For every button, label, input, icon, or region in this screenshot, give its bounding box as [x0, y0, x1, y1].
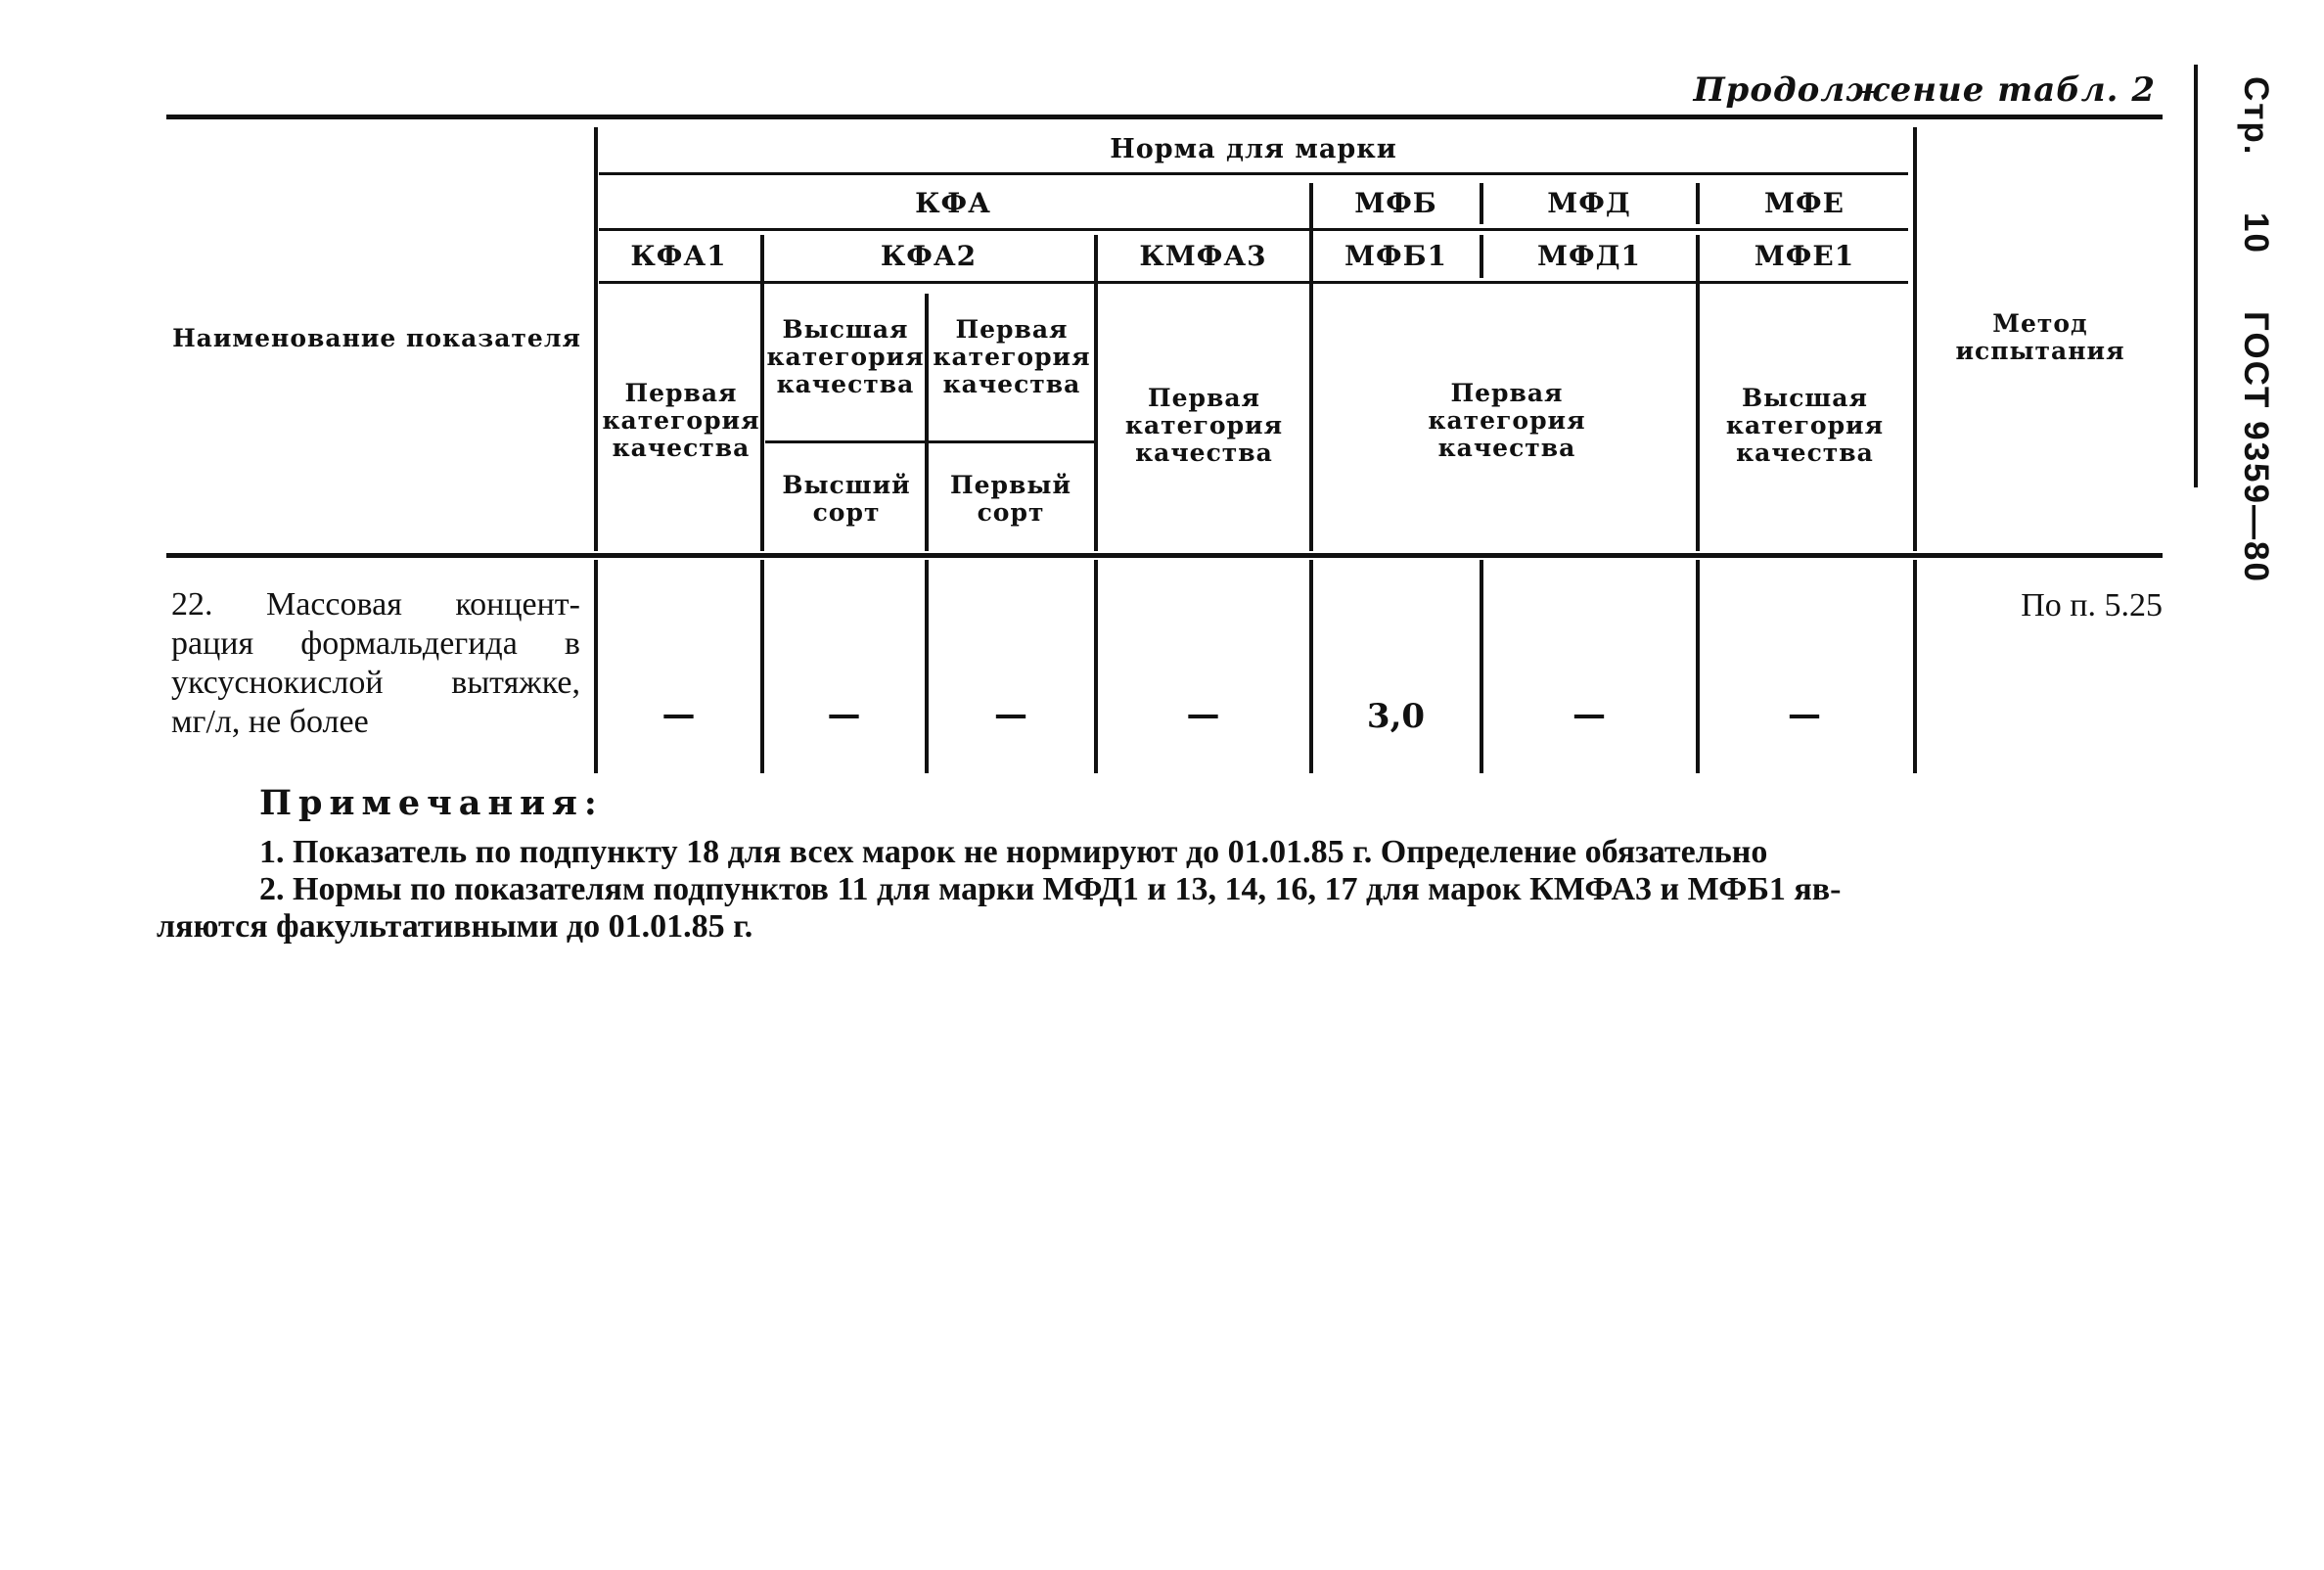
side-margin-rule [2194, 65, 2198, 487]
value-kfa2-first: — [994, 695, 1027, 734]
header-bottom-rule [166, 553, 2163, 558]
category-mfb-mfd: Первая категория качества [1428, 379, 1586, 462]
note-2-continued: ляются факультативными до 01.01.85 г. [157, 908, 753, 945]
side-page-header [2236, 76, 2275, 628]
category-kfa2-first: Первая категория качества [933, 315, 1091, 398]
row-22-name-line: мг/л, не более [171, 704, 369, 740]
value-kfa1: — [661, 695, 696, 734]
standard-number: ГОСТ 9359—80 [2237, 310, 2275, 583]
body-rule-8 [1913, 560, 1917, 773]
notes-title: Примечания: [259, 783, 604, 823]
value-kmfa3: — [1186, 695, 1220, 734]
row-22-name [171, 585, 580, 742]
grade-kfa2-first: Первый сорт [950, 471, 1071, 527]
note-2: 2. Нормы по показателям подпунктов 11 для марки МФД1 и 13, 14, 16, 17 для марок КМФА3 и МФБ1 яв- [259, 871, 1842, 907]
row-22-name-line: уксуснокислой вытяжке, [171, 665, 580, 701]
group-mfb: МФБ [1354, 186, 1437, 219]
category-kfa2-high: Высшая категория качества [766, 315, 925, 398]
rule-under-brands [599, 281, 1908, 284]
brand-mfe1: МФЕ1 [1754, 239, 1855, 272]
col-rule-6a [1480, 183, 1483, 224]
table-top-rule [166, 115, 2163, 119]
header-method: Метод испытания [1955, 309, 2125, 365]
brand-mfb1: МФБ1 [1344, 239, 1447, 272]
body-rule-4 [1094, 560, 1098, 773]
value-mfb1: 3,0 [1366, 697, 1426, 736]
col-rule-4 [1094, 235, 1098, 551]
body-rule-5 [1309, 560, 1313, 773]
body-rule-3 [925, 560, 929, 773]
body-rule-2 [760, 560, 764, 773]
value-mfe1: — [1788, 695, 1821, 734]
col-rule-7b [1696, 235, 1700, 551]
page-number: 10 [2237, 212, 2275, 255]
category-kmfa3: Первая категория качества [1124, 384, 1284, 467]
category-mfe1: Высшая категория качества [1725, 384, 1885, 467]
row-22-name-line: рация формальдегида в [171, 625, 580, 662]
group-mfd: МФД [1547, 186, 1631, 219]
rule-under-groups [599, 228, 1908, 231]
col-rule-1 [594, 127, 598, 551]
value-kfa2-high: — [827, 695, 861, 734]
rule-under-norm [599, 172, 1908, 175]
group-mfe: МФЕ [1764, 186, 1845, 219]
col-rule-3 [925, 294, 929, 551]
col-rule-7a [1696, 183, 1700, 224]
grade-kfa2-high: Высший сорт [782, 471, 911, 527]
header-norm-for-brand: Норма для марки [1110, 133, 1397, 164]
page-label: Стр. [2237, 76, 2275, 157]
brand-kfa1: КФА1 [630, 239, 727, 272]
category-kfa1: Первая категория качества [602, 379, 760, 462]
rule-grade-split [765, 440, 1098, 443]
note-1: 1. Показатель по подпункту 18 для всех марок не нормируют до 01.01.85 г. Определение обязательно [259, 834, 1768, 870]
body-rule-1 [594, 560, 598, 773]
group-kfa: КФА [915, 186, 991, 219]
value-mfd1: — [1572, 695, 1606, 734]
brand-kfa2: КФА2 [880, 239, 978, 272]
col-rule-6b [1480, 235, 1483, 278]
brand-kmfa3: КМФА3 [1139, 239, 1267, 272]
row-22-method: По п. 5.25 [2021, 587, 2163, 623]
brand-mfd1: МФД1 [1537, 239, 1641, 272]
body-rule-7 [1696, 560, 1700, 773]
table-caption: Продолжение табл. 2 [1693, 70, 2156, 110]
col-rule-method [1913, 127, 1917, 551]
body-rule-6 [1480, 560, 1483, 773]
row-22-name-line: 22. Массовая концент- [171, 586, 580, 623]
header-indicator-name: Наименование показателя [172, 323, 581, 352]
col-rule-2 [760, 235, 764, 551]
col-rule-5 [1309, 183, 1313, 551]
